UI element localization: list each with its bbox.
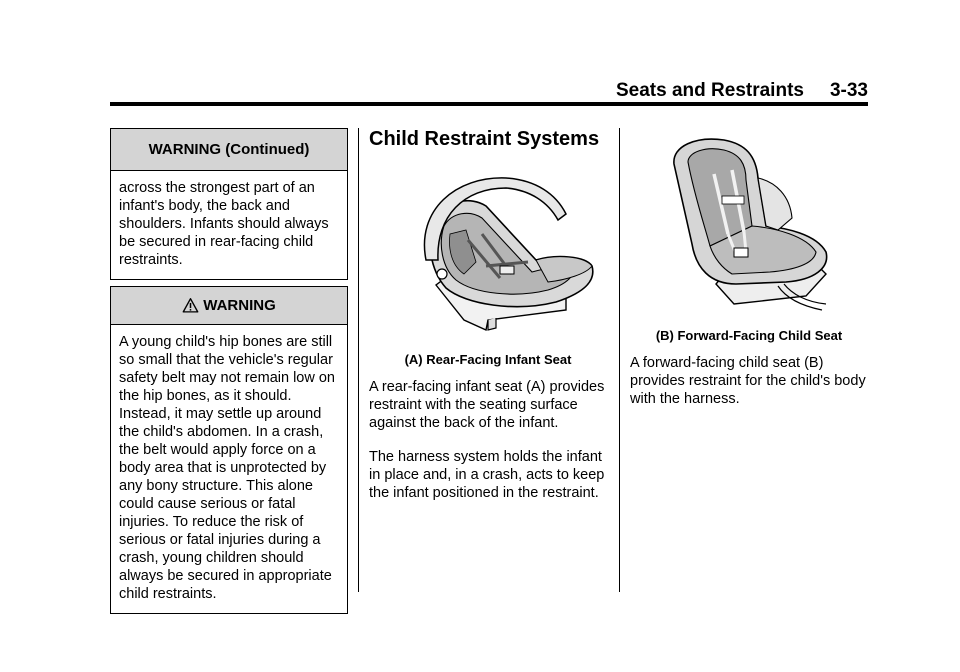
header-rule	[110, 102, 868, 106]
warning-header	[111, 287, 347, 325]
warning-continued-title: WARNING (Continued)	[111, 129, 347, 171]
figure-b-caption: (B) Forward-Facing Child Seat	[655, 328, 843, 343]
page-header	[616, 80, 868, 102]
paragraph-rear-facing: A rear-facing infant seat (A) provides restraint with the seating surface against the back of the infant.	[369, 379, 605, 431]
forward-facing-child-seat-illustration	[666, 134, 834, 312]
warning-title: WARNING	[203, 297, 276, 314]
rear-facing-infant-seat-illustration	[416, 170, 606, 340]
warning-continued-box	[110, 128, 348, 280]
section-name: Seats and Restraints	[616, 80, 804, 101]
paragraph-forward-facing: A forward-facing child seat (B) provides restraint for the child's body with the harness.	[630, 355, 866, 407]
warning-continued-body: across the strongest part of an infant's body, the back and shoulders. Infants should always be secured in rear-facing child restraints.	[119, 180, 329, 268]
warning-body: A young child's hip bones are still so small that the vehicle's regular safety belt may not remain low on the hip bones, as it should. Instead, it may settle up around the child's abdomen. In a crash, the belt would apply force on a body area that is unprotected by any bony structure. This alone could cause serious or fatal injuries. To reduce the risk of serious or fatal injuries during a crash, young children should always be secured in appropriate child restraints.	[119, 334, 335, 602]
figure-a-caption: (A) Rear-Facing Infant Seat	[404, 352, 572, 367]
warning-box	[110, 286, 348, 614]
warning-triangle-icon	[182, 297, 199, 314]
page-number: 3-33	[829, 80, 868, 101]
column-divider-2	[619, 128, 620, 592]
section-title: Child Restraint Systems	[369, 128, 600, 150]
paragraph-harness: The harness system holds the infant in place and, in a crash, acts to keep the infant positioned in the restraint.	[369, 449, 605, 501]
column-divider-1	[358, 128, 359, 592]
